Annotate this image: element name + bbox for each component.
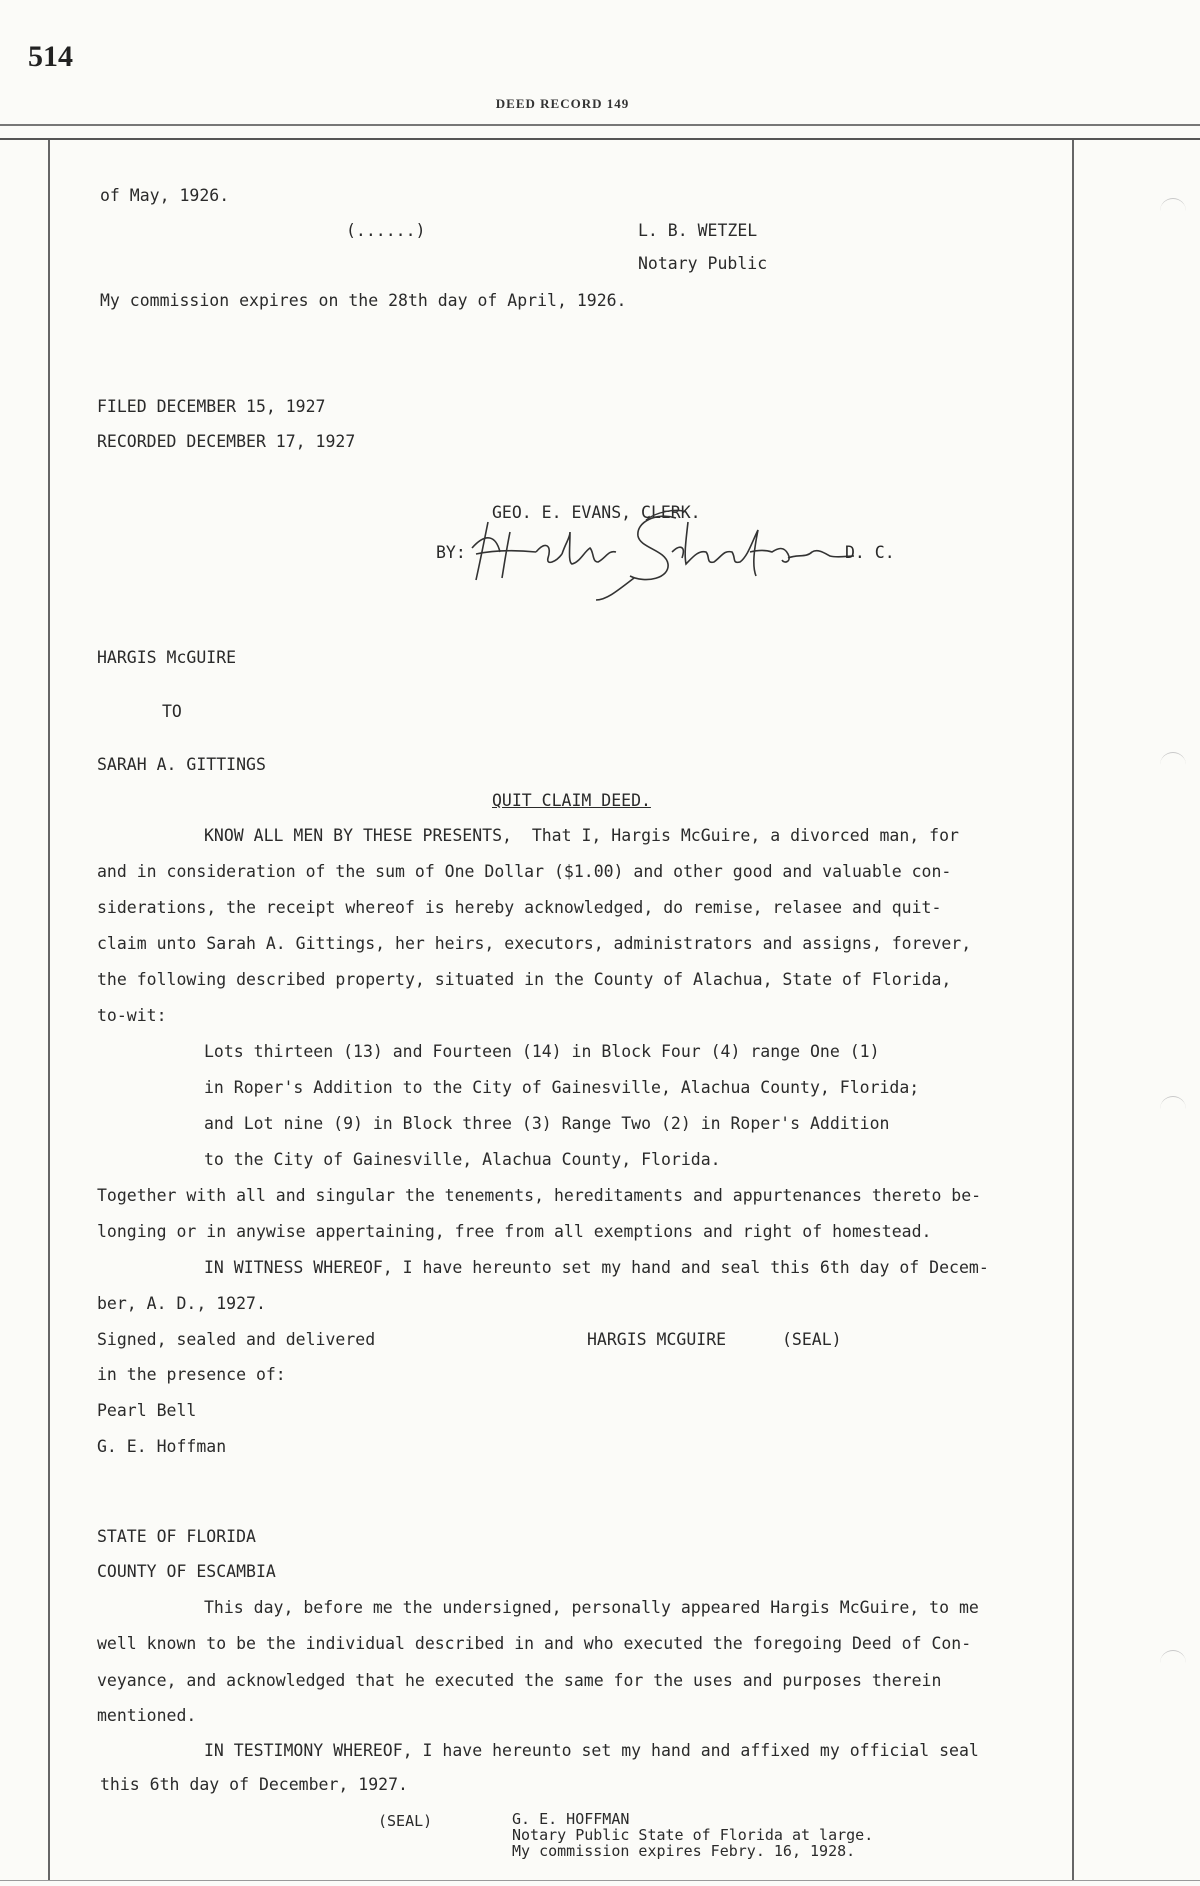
property-line: in Roper's Addition to the City of Gainesville, Alachua County, Florida; xyxy=(204,1078,920,1097)
ack-body-line: This day, before me the undersigned, personally appeared Hargis McGuire, to me xyxy=(204,1598,979,1617)
notary-signature-name: G. E. HOFFMAN xyxy=(512,1810,630,1828)
grantor-name: HARGIS McGUIRE xyxy=(97,648,237,667)
witness-name: G. E. Hoffman xyxy=(97,1437,227,1456)
deputy-signature xyxy=(466,492,866,602)
witness-line: IN WITNESS WHEREOF, I have hereunto set my hand and seal this 6th day of Decem- xyxy=(204,1258,989,1277)
binder-hole-mark xyxy=(1160,1096,1186,1119)
notary-seal: (SEAL) xyxy=(378,1812,433,1830)
notary-title-line: Notary Public State of Florida at large. xyxy=(512,1826,874,1844)
deed-body-line: to-wit: xyxy=(97,1006,167,1025)
notary-commission-line: My commission expires Febry. 16, 1928. xyxy=(512,1842,856,1860)
grantor-signature: HARGIS MCGUIRE xyxy=(587,1330,727,1349)
clerk-name: GEO. E. EVANS, CLERK. xyxy=(492,503,701,522)
testimony-line: this 6th day of December, 1927. xyxy=(100,1775,408,1794)
ack-body-line: veyance, and acknowledged that he executed the same for the uses and purposes therein xyxy=(97,1671,942,1690)
property-line: and Lot nine (9) in Block three (3) Range Two (2) in Roper's Addition xyxy=(204,1114,890,1133)
notary-name: L. B. WETZEL xyxy=(638,221,758,240)
witness-line: ber, A. D., 1927. xyxy=(97,1294,266,1313)
seal-placeholder: (......) xyxy=(346,221,426,240)
ack-state: STATE OF FLORIDA xyxy=(97,1527,256,1546)
deed-body-line: the following described property, situated in the County of Alachua, State of Florida, xyxy=(97,970,952,989)
page-number: 514 xyxy=(28,40,73,73)
presence-label: in the presence of: xyxy=(97,1365,286,1384)
deed-body-line: and in consideration of the sum of One Dollar ($1.00) and other good and valuable con- xyxy=(97,862,952,881)
deed-heading: QUIT CLAIM DEED. xyxy=(492,791,651,810)
commission-expiry: My commission expires on the 28th day of April, 1926. xyxy=(100,291,627,310)
by-label: BY: xyxy=(436,543,466,562)
together-line: Together with all and singular the tenements, hereditaments and appurtenances thereto be- xyxy=(97,1186,982,1205)
header-rule-bottom xyxy=(0,138,1200,140)
prior-date-line: of May, 1926. xyxy=(100,186,230,205)
recorded-date: RECORDED DECEMBER 17, 1927 xyxy=(97,432,356,451)
header-rule-top xyxy=(0,124,1200,126)
footer-rule xyxy=(0,1880,1200,1881)
deputy-clerk-label: D. C. xyxy=(845,543,895,562)
binder-hole-mark xyxy=(1160,752,1186,775)
ack-body-line: well known to be the individual described in and who executed the foregoing Deed of Con- xyxy=(97,1634,972,1653)
left-margin-line xyxy=(48,140,50,1880)
deed-body-line: KNOW ALL MEN BY THESE PRESENTS, That I, Hargis McGuire, a divorced man, for xyxy=(204,826,959,845)
grantee-name: SARAH A. GITTINGS xyxy=(97,755,266,774)
right-margin-line xyxy=(1072,140,1074,1880)
property-line: Lots thirteen (13) and Fourteen (14) in Block Four (4) range One (1) xyxy=(204,1042,880,1061)
deed-body-line: claim unto Sarah A. Gittings, her heirs, executors, administrators and assigns, forever, xyxy=(97,934,972,953)
binder-hole-mark xyxy=(1160,198,1186,221)
property-line: to the City of Gainesville, Alachua County, Florida. xyxy=(204,1150,721,1169)
ack-body-line: mentioned. xyxy=(97,1706,197,1725)
witness-name: Pearl Bell xyxy=(97,1401,197,1420)
filed-date: FILED DECEMBER 15, 1927 xyxy=(97,397,326,416)
ack-county: COUNTY OF ESCAMBIA xyxy=(97,1562,276,1581)
deed-body-line: siderations, the receipt whereof is hereby acknowledged, do remise, relasee and quit- xyxy=(97,898,942,917)
record-title: DEED RECORD 149 xyxy=(495,96,630,111)
to-label: TO xyxy=(162,702,182,721)
binder-hole-mark xyxy=(1160,1650,1186,1673)
grantor-seal: (SEAL) xyxy=(782,1330,842,1349)
notary-title: Notary Public xyxy=(638,254,768,273)
together-line: longing or in anywise appertaining, free from all exemptions and right of homestead. xyxy=(97,1222,932,1241)
testimony-line: IN TESTIMONY WHEREOF, I have hereunto set my hand and affixed my official seal xyxy=(204,1741,979,1760)
signed-label: Signed, sealed and delivered xyxy=(97,1330,376,1349)
